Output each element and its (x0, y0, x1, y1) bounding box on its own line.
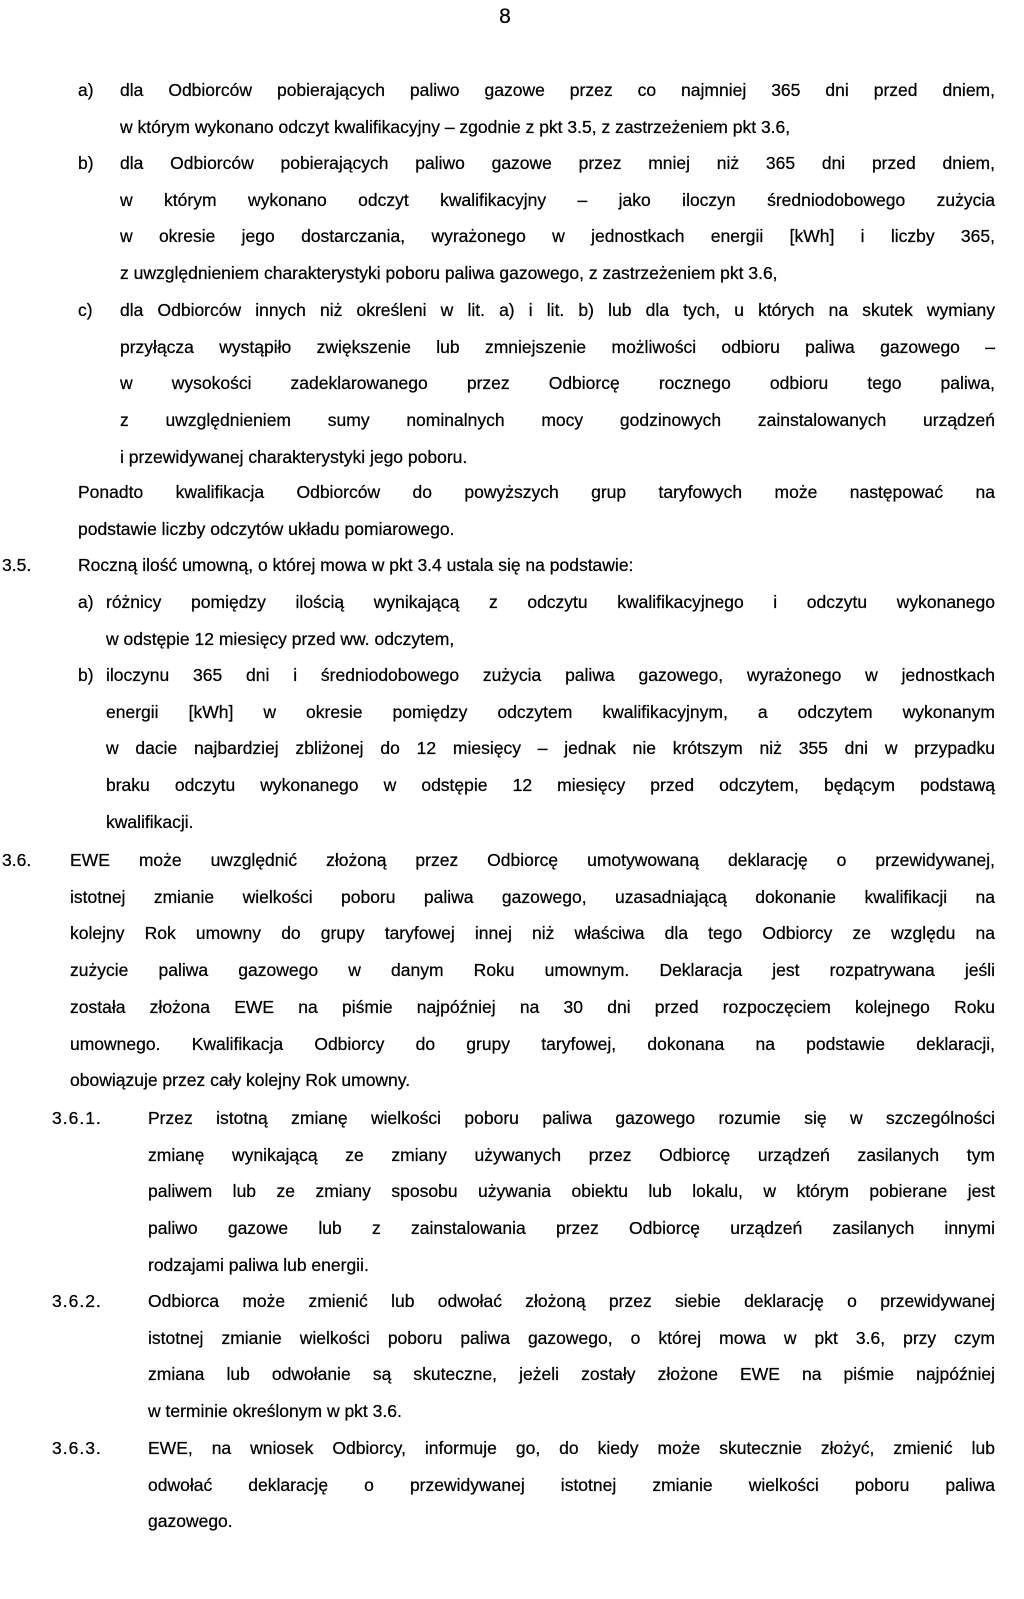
section-3-6-2-number: 3.6.2. (52, 1291, 102, 1311)
item-c-marker: c) (78, 300, 93, 320)
item-a-marker: a) (78, 80, 94, 100)
section-3-5-item-a-text (106, 584, 995, 657)
text-line: w odstępie 12 miesięcy przed ww. odczytem, (106, 628, 455, 649)
text-line: kwalifikacji. (106, 811, 194, 832)
section-3-5-intro (78, 547, 995, 584)
page-number: 8 (499, 5, 511, 28)
section-3-6-3-number: 3.6.3. (52, 1438, 102, 1458)
text-line: EWE, na wniosek Odbiorcy, informuje go, do kiedy może skutecznie złożyć, zmienić lub (148, 1438, 995, 1458)
item-b-marker: b) (78, 153, 94, 173)
text-line: i przewidywanej charakterystyki jego poboru. (120, 446, 468, 467)
text-line: kolejny Rok umowny do grupy taryfowej innej niż właściwa dla tego Odbiorcy ze względu na (70, 923, 995, 944)
section-3-6-1-number: 3.6.1. (52, 1108, 102, 1128)
item-b-text (120, 145, 995, 292)
section-3-5-number: 3.5. (2, 555, 32, 575)
text-line: zmianę wynikającą ze zmiany używanych przez Odbiorcę urządzeń zasilanych tym (148, 1144, 995, 1165)
text-line: w którym wykonano odczyt kwalifikacyjny – jako iloczyn średniodobowego zużycia (120, 189, 995, 210)
text-line: z uwzględnieniem sumy nominalnych mocy godzinowych zainstalowanych urządzeń (120, 410, 995, 431)
text-line: braku odczytu wykonanego w odstępie 12 miesięcy przed odczytem, będącym podstawą (106, 775, 995, 796)
text-line: istotnej zmianie wielkości poboru paliwa gazowego, o której mowa w pkt 3.6, przy czym (148, 1327, 995, 1348)
text-line: dla Odbiorców innych niż określeni w lit. a) i lit. b) lub dla tych, u których na skutek wymiany (120, 300, 995, 320)
text-line: w okresie jego dostarczania, wyrażonego w jednostkach energii [kWh] i liczby 365, (120, 226, 995, 247)
text-line: Ponadto kwalifikacja Odbiorców do powyższych grup taryfowych może następować na (78, 482, 995, 502)
text-line: iloczynu 365 dni i średniodobowego zużycia paliwa gazowego, wyrażonego w jednostkach (106, 665, 995, 685)
text-line: EWE może uwzględnić złożoną przez Odbiorcę umotywowaną deklarację o przewidywanej, (70, 850, 995, 870)
section-3-6-number: 3.6. (2, 850, 32, 870)
text-line: w którym wykonano odczyt kwalifikacyjny – zgodnie z pkt 3.5, z zastrzeżeniem pkt 3.6, (120, 116, 791, 137)
text-line: została złożona EWE na piśmie najpóźniej na 30 dni przed rozpoczęciem kolejnego Roku (70, 996, 995, 1017)
text-line: energii [kWh] w okresie pomiędzy odczytem kwalifikacyjnym, a odczytem wykonanym (106, 701, 995, 722)
text-line: paliwem lub ze zmiany sposobu używania obiektu lub lokalu, w którym pobierane jest (148, 1181, 995, 1202)
text-line: w wysokości zadeklarowanego przez Odbiorcę rocznego odbioru tego paliwa, (120, 373, 995, 394)
section-3-6-2-text (148, 1283, 995, 1430)
text-line: paliwo gazowe lub z zainstalowania przez Odbiorcę urządzeń zasilanych innymi (148, 1218, 995, 1239)
text-line: obowiązuje przez cały kolejny Rok umowny. (70, 1070, 411, 1091)
text-line: różnicy pomiędzy ilością wynikającą z odczytu kwalifikacyjnego i odczytu wykonanego (106, 592, 995, 612)
item-a-text (120, 72, 995, 145)
item-c-text (120, 292, 995, 476)
text-line: istotnej zmianie wielkości poboru paliwa gazowego, uzasadniającą dokonanie kwalifikacji na (70, 886, 995, 907)
text-line: z uwzględnieniem charakterystyki poboru paliwa gazowego, z zastrzeżeniem pkt 3.6, (120, 263, 778, 284)
text-line: zmiana lub odwołanie są skuteczne, jeżeli zostały złożone EWE na piśmie najpóźniej (148, 1364, 995, 1385)
text-line: Roczną ilość umowną, o której mowa w pkt 3.4 ustala się na podstawie: (78, 555, 634, 575)
text-line: w dacie najbardziej zbliżonej do 12 miesięcy – jednak nie krótszym niż 355 dni w przypadku (106, 738, 995, 759)
text-line: przyłącza wystąpiło zwiększenie lub zmniejszenie możliwości odbioru paliwa gazowego – (120, 336, 995, 357)
text-line: dla Odbiorców pobierających paliwo gazowe przez mniej niż 365 dni przed dniem, (120, 153, 995, 173)
text-line: gazowego. (148, 1511, 233, 1532)
text-line: w terminie określonym w pkt 3.6. (148, 1401, 402, 1422)
text-line: podstawie liczby odczytów układu pomiarowego. (78, 518, 455, 539)
section-3-5-item-b-marker: b) (78, 665, 94, 685)
ponadto-paragraph (78, 474, 995, 547)
section-3-6-3-text (148, 1430, 995, 1540)
section-3-6-text (70, 842, 995, 1099)
section-3-6-1-text (148, 1100, 995, 1284)
text-line: umownego. Kwalifikacja Odbiorcy do grupy taryfowej, dokonana na podstawie deklaracji, (70, 1033, 995, 1054)
text-line: zużycie paliwa gazowego w danym Roku umownym. Deklaracja jest rozpatrywana jeśli (70, 960, 995, 981)
text-line: rodzajami paliwa lub energii. (148, 1254, 369, 1275)
text-line: odwołać deklarację o przewidywanej istotnej zmianie wielkości poboru paliwa (148, 1474, 995, 1495)
section-3-5-item-a-marker: a) (78, 592, 94, 612)
text-line: Przez istotną zmianę wielkości poboru paliwa gazowego rozumie się w szczególności (148, 1108, 995, 1128)
text-line: dla Odbiorców pobierających paliwo gazowe przez co najmniej 365 dni przed dniem, (120, 80, 995, 100)
section-3-5-item-b-text (106, 657, 995, 841)
text-line: Odbiorca może zmienić lub odwołać złożoną przez siebie deklarację o przewidywanej (148, 1291, 995, 1311)
